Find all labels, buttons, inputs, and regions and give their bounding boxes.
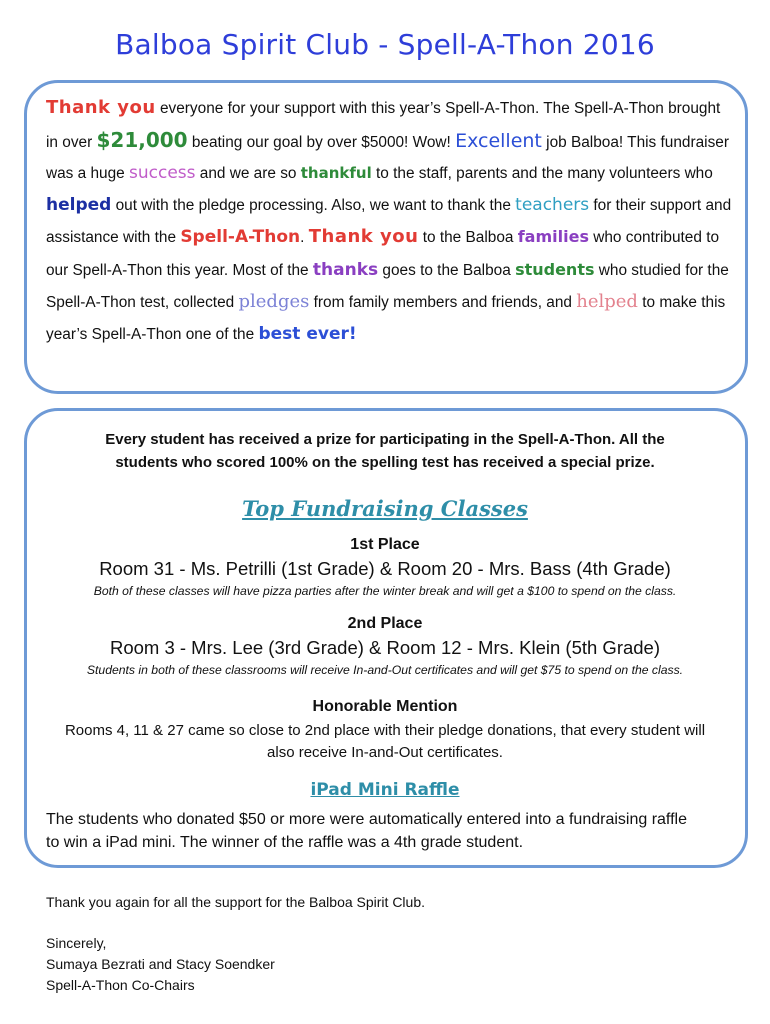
- closing-names: Sumaya Bezrati and Stacy Soendker: [46, 956, 275, 972]
- thank-you-letter: [46, 92, 736, 350]
- closing-sincerely: Sincerely,: [46, 935, 107, 951]
- highlight-thankful: thankful: [300, 164, 372, 182]
- raffle-line: The students who donated $50 or more were automatically entered into a fundraising raffle: [46, 811, 687, 828]
- highlight-excellent: Excellent: [455, 129, 542, 152]
- highlight-teachers: teachers: [515, 194, 590, 215]
- highlight-amount: $21,000: [96, 127, 188, 152]
- honorable-mention-label: Honorable Mention: [312, 698, 458, 715]
- letter-text: for their support and assistance with the: [46, 196, 732, 246]
- closing-role: Spell-A-Thon Co-Chairs: [46, 977, 195, 993]
- highlight-spell-a-thon: Spell-A-Thon: [180, 227, 301, 247]
- second-place-label: 2nd Place: [347, 615, 423, 632]
- highlight-families: families: [517, 227, 589, 246]
- letter-text: beating our goal by over $5000! Wow!: [187, 133, 456, 151]
- first-place-rooms: Room 31 - Ms. Petrilli (1st Grade) & Room 20 - Mrs. Bass (4th Grade): [99, 558, 671, 579]
- letter-text: goes to the Balboa: [378, 261, 516, 279]
- letter-text: to make this year’s Spell-A-Thon one of the: [46, 294, 726, 343]
- letter-text: out with the pledge processing. Also, we want to thank the: [111, 196, 516, 214]
- highlight-helped: helped: [46, 194, 112, 215]
- highlight-pledges: pledges: [238, 291, 310, 312]
- honorable-mention-text: [30, 720, 740, 764]
- highlight-thanks: thanks: [312, 259, 379, 280]
- letter-text: .: [300, 229, 309, 246]
- highlight-helped-2: helped: [576, 291, 638, 312]
- highlight-students: students: [515, 259, 595, 279]
- raffle-text: [46, 808, 736, 854]
- letter-text: job Balboa! This fundraiser was a huge: [46, 133, 729, 182]
- prize-note: [40, 428, 730, 474]
- second-place-rooms: Room 3 - Mrs. Lee (3rd Grade) & Room 12 - Mrs. Klein (5th Grade): [109, 637, 661, 658]
- prize-note-line: students who scored 100% on the spelling test has received a special prize.: [115, 454, 655, 471]
- closing-thanks: Thank you again for all the support for the Balboa Spirit Club.: [46, 894, 425, 910]
- prize-note-line: Every student has received a prize for participating in the Spell-A-Thon. All the: [105, 431, 665, 448]
- letter-text: to the staff, parents and the many volunteers who: [371, 165, 713, 182]
- letter-text: and we are so: [195, 165, 301, 182]
- letter-text: to the Balboa: [418, 229, 518, 246]
- highlight-thank-you: Thank you: [46, 97, 156, 118]
- letter-text: who contributed to our Spell-A-Thon this year. Most of the: [46, 229, 720, 279]
- honorable-line: also receive In-and-Out certificates.: [267, 744, 503, 761]
- highlight-thank-you-2: Thank you: [308, 226, 419, 247]
- second-place-note: Students in both of these classrooms will receive In-and-Out certificates and will get $75 to spend on the class.: [86, 663, 684, 677]
- letter-text: from family members and friends, and: [309, 294, 577, 311]
- raffle-line: to win a iPad mini. The winner of the raffle was a 4th grade student.: [46, 834, 524, 851]
- honorable-line: Rooms 4, 11 & 27 came so close to 2nd place with their pledge donations, that every student will: [64, 722, 706, 739]
- letter-text: everyone for your support with this year’s Spell-A-Thon. The Spell-A-Thon brought in over: [46, 100, 721, 151]
- letter-text: who studied for the Spell-A-Thon test, collected: [46, 261, 729, 311]
- highlight-best-ever: best ever!: [258, 323, 357, 344]
- first-place-label: 1st Place: [350, 536, 420, 553]
- page-title: Balboa Spirit Club - Spell-A-Thon 2016: [115, 28, 655, 61]
- highlight-success: success: [129, 163, 196, 183]
- top-classes-heading: Top Fundraising Classes: [242, 496, 528, 521]
- raffle-heading: iPad Mini Raffle: [310, 780, 460, 800]
- first-place-note: Both of these classes will have pizza parties after the winter break and will get a $100 to spend on the class.: [93, 584, 677, 598]
